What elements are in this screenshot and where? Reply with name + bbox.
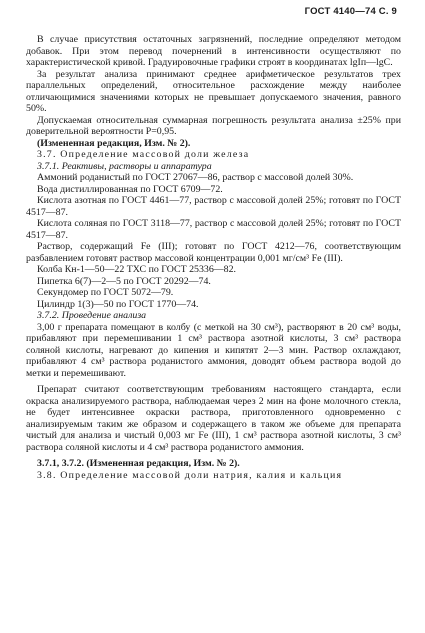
section-heading-sodium: 3.8. Определение массовой доли натрия, калия и кальция bbox=[37, 469, 343, 481]
page-header: ГОСТ 4140—74 С. 9 bbox=[304, 6, 397, 17]
amendment-note-1: (Измененная редакция, Изм. № 2). bbox=[37, 137, 191, 149]
subsection-reagents: 3.7.1. Реактивы, растворы и аппаратура bbox=[37, 160, 212, 172]
section-heading-iron: 3.7. Определение массовой доли железа bbox=[37, 149, 250, 160]
reagent-water: Вода дистиллированная по ГОСТ 6709—72. bbox=[37, 183, 223, 195]
reagent-ammonium: Аммоний роданистый по ГОСТ 27067—86, раствор с массовой долей 30%. bbox=[37, 172, 354, 183]
paragraph-additions-method: В случае присутствия остаточных загрязнений, последние определяют методом добавок. При этом перевод почернений в интенсивности осуществляют по характеристической кривой. Градуировочные графики строят в координатах lgIп—lgC. bbox=[26, 34, 401, 68]
equipment-flask: Колба Кн-1—50—22 ТХС по ГОСТ 25336—82. bbox=[37, 264, 237, 275]
reagent-hydrochloric-acid: Кислота соляная по ГОСТ 3118—77, раствор с массовой долей 25%; готовят по ГОСТ 4517—87. bbox=[26, 218, 401, 241]
amendment-note-2: 3.7.1, 3.7.2. (Измененная редакция, Изм. № 2). bbox=[37, 458, 240, 469]
document-body bbox=[26, 34, 401, 481]
paragraph-acceptance: Препарат считают соответствующим требованиям настоящего стандарта, если окраска анализируемого раствора, наблюдаемая через 2 мин на фоне молочного стекла, не будет интенсивнее окраски раствора, приготовленного одновременно с анализируемым таким же образом и содержащего в таком же объеме для препарата чистый для анализа и чистый 0,003 мг Fe (III), 1 см³ раствора азотной кислоты, 3 см³ раствора соляной кислоты и 4 см³ раствора роданистого аммония. bbox=[26, 384, 401, 453]
reagent-nitric-acid: Кислота азотная по ГОСТ 4461—77, раствор с массовой долей 25%; готовят по ГОСТ 4517—87. bbox=[26, 195, 401, 218]
paragraph-error-tolerance: Допускаемая относительная суммарная погрешность результата анализа ±25% при доверительной вероятности P=0,95. bbox=[26, 114, 401, 137]
subsection-procedure: 3.7.2. Проведение анализа bbox=[37, 310, 147, 321]
equipment-stopwatch: Секундомер по ГОСТ 5072—79. bbox=[37, 287, 174, 298]
equipment-cylinder: Цилиндр 1(3)—50 по ГОСТ 1770—74. bbox=[37, 298, 199, 310]
equipment-pipette: Пипетка 6(7)—2—5 по ГОСТ 20292—74. bbox=[37, 275, 211, 287]
reagent-iron-solution: Раствор, содержащий Fe (III); готовят по ГОСТ 4212—76, соответствующим разбавлением готовят раствор массовой концентрации 0,001 мг/см³ Fe (III). bbox=[26, 241, 401, 264]
paragraph-procedure: 3,00 г препарата помещают в колбу (с меткой на 30 см³), растворяют в 20 см³ воды, прибавляют при перемешивании 1 см³ раствора азотной кислоты, 3 см³ раствора соляной кислоты, нагревают до кипения и кипятят 2—3 мин. Раствор охлаждают, прибавляют 4 см³ раствора роданистого аммония, доводят объем раствора водой до метки и перемешивают. bbox=[26, 321, 401, 379]
paragraph-result-average: За результат анализа принимают среднее арифметическое результатов трех параллельных определений, относительное расхождение между наиболее отличающимися значениями которых не превышает допускаемого значения, равного 50%. bbox=[26, 68, 401, 114]
